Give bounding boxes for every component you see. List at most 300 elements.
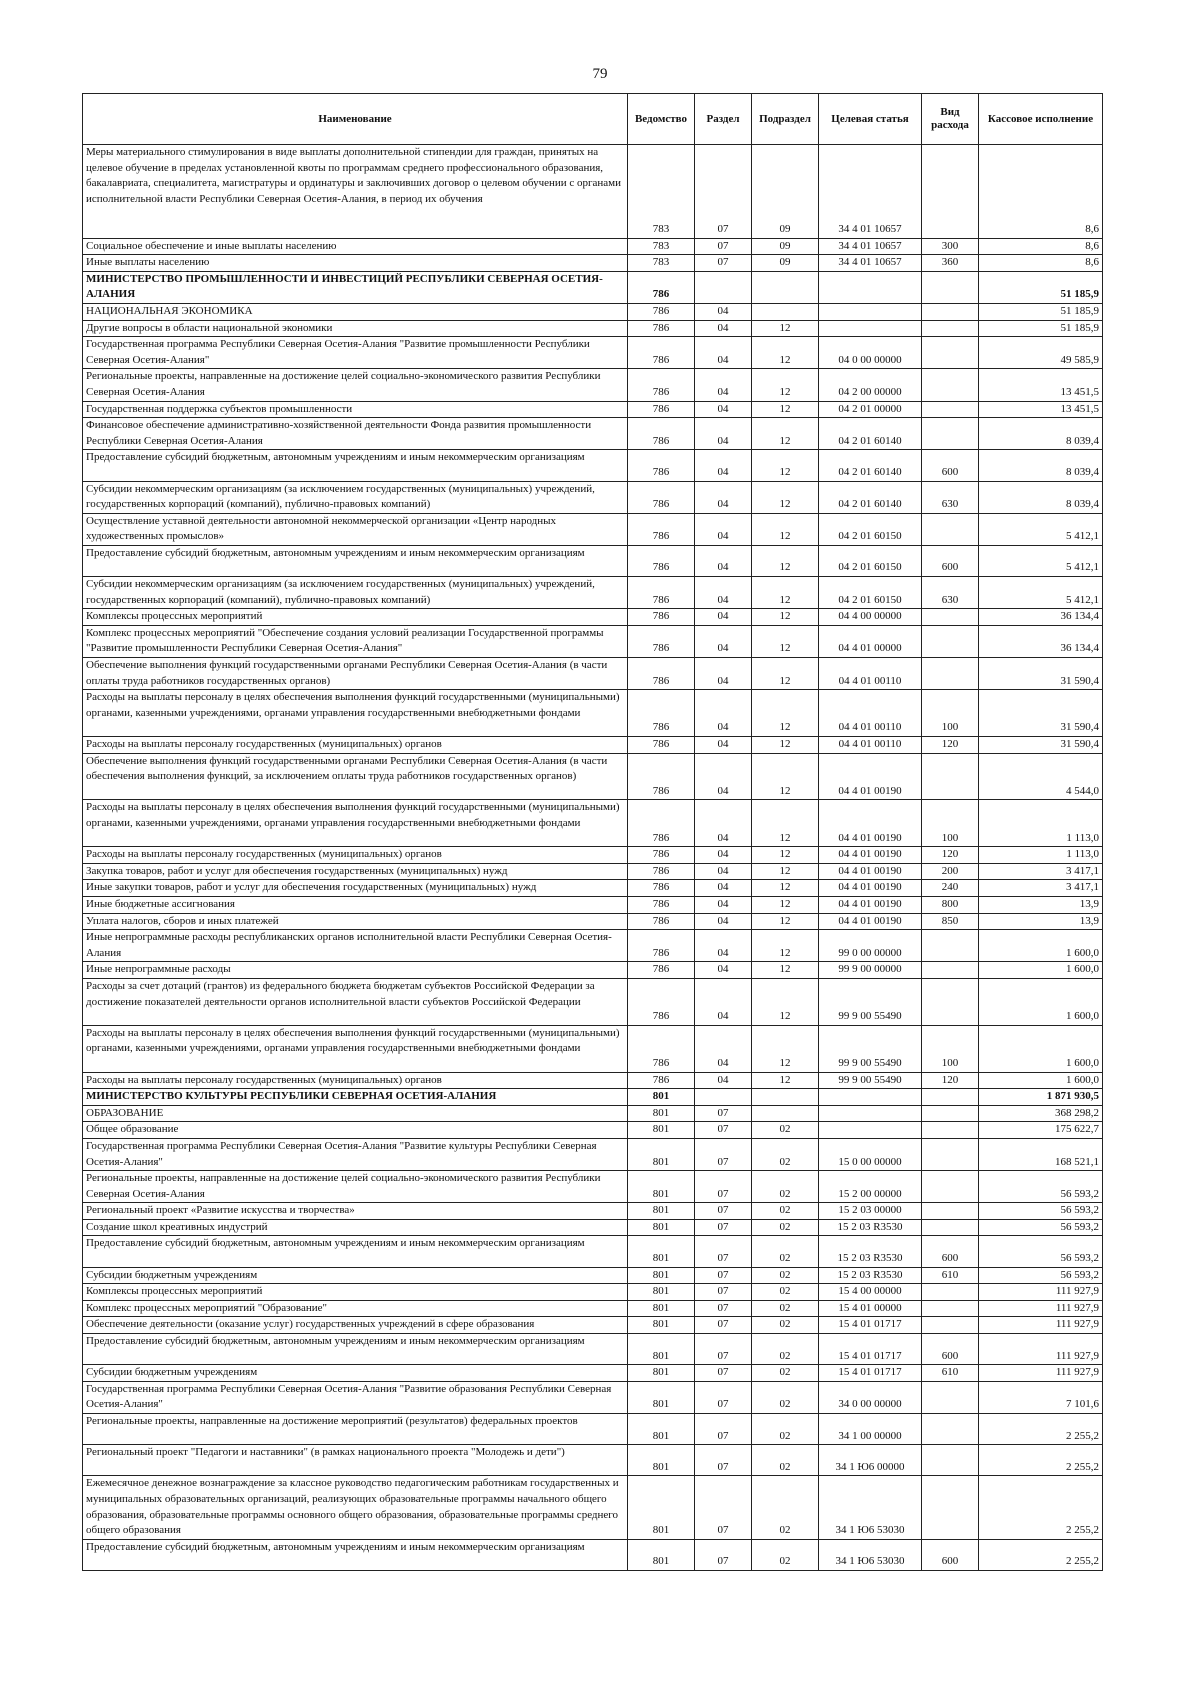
cell-expense-type: 600 [922, 1236, 979, 1267]
cell-subsection: 02 [752, 1267, 819, 1284]
cell-department: 801 [628, 1445, 695, 1476]
cell-target-item: 15 2 00 00000 [819, 1171, 922, 1203]
cell-department: 786 [628, 913, 695, 930]
table-row [83, 545, 1103, 576]
cell-target-item: 04 2 01 60150 [819, 577, 922, 609]
cell-expense-type [922, 1219, 979, 1236]
cell-subsection: 12 [752, 658, 819, 690]
cell-subsection: 12 [752, 847, 819, 864]
cell-cash-execution: 2 255,2 [979, 1445, 1103, 1476]
cell-section: 07 [695, 1300, 752, 1317]
cell-cash-execution: 13,9 [979, 896, 1103, 913]
cell-cash-execution: 5 412,1 [979, 513, 1103, 545]
cell-name: Региональные проекты, направленные на достижение мероприятий (результатов) федеральных проектов [83, 1414, 628, 1445]
cell-section: 04 [695, 800, 752, 847]
cell-target-item: 04 4 01 00110 [819, 737, 922, 754]
table-row [83, 1300, 1103, 1317]
cell-expense-type: 630 [922, 577, 979, 609]
cell-name: Региональные проекты, направленные на достижение целей социально-экономического развития Республики Северная Осетия-Алания [83, 1171, 628, 1203]
cell-department: 786 [628, 753, 695, 800]
cell-section: 07 [695, 1203, 752, 1220]
cell-department: 783 [628, 238, 695, 255]
table-row [83, 1365, 1103, 1382]
cell-expense-type [922, 320, 979, 337]
cell-cash-execution: 49 585,9 [979, 337, 1103, 369]
cell-section: 04 [695, 658, 752, 690]
table-row [83, 896, 1103, 913]
cell-department: 801 [628, 1105, 695, 1122]
cell-subsection: 02 [752, 1334, 819, 1365]
cell-subsection: 02 [752, 1284, 819, 1301]
cell-target-item: 04 2 01 60140 [819, 450, 922, 481]
cell-target-item: 34 4 01 10657 [819, 145, 922, 239]
cell-department: 786 [628, 271, 695, 303]
cell-subsection: 12 [752, 337, 819, 369]
cell-cash-execution: 8 039,4 [979, 481, 1103, 513]
cell-expense-type: 610 [922, 1267, 979, 1284]
cell-section: 07 [695, 1138, 752, 1170]
table-row [83, 913, 1103, 930]
cell-department: 786 [628, 481, 695, 513]
cell-target-item: 04 4 01 00190 [819, 913, 922, 930]
cell-cash-execution: 8 039,4 [979, 418, 1103, 450]
table-row [83, 1381, 1103, 1413]
cell-section: 07 [695, 1365, 752, 1382]
table-row [83, 401, 1103, 418]
cell-subsection: 12 [752, 800, 819, 847]
cell-section: 07 [695, 1445, 752, 1476]
cell-subsection [752, 303, 819, 320]
cell-department: 801 [628, 1300, 695, 1317]
cell-department: 801 [628, 1203, 695, 1220]
cell-subsection: 02 [752, 1317, 819, 1334]
cell-cash-execution: 2 255,2 [979, 1476, 1103, 1539]
cell-department: 786 [628, 1025, 695, 1072]
cell-name: Комплексы процессных мероприятий [83, 609, 628, 626]
cell-target-item: 04 2 01 60140 [819, 481, 922, 513]
cell-department: 786 [628, 690, 695, 737]
cell-target-item: 04 2 01 60150 [819, 513, 922, 545]
table-row [83, 1122, 1103, 1139]
cell-cash-execution: 8,6 [979, 145, 1103, 239]
cell-subsection: 12 [752, 863, 819, 880]
cell-section: 04 [695, 320, 752, 337]
cell-cash-execution: 1 113,0 [979, 847, 1103, 864]
cell-name: Региональный проект «Развитие искусства и творчества» [83, 1203, 628, 1220]
cell-cash-execution: 36 134,4 [979, 609, 1103, 626]
cell-expense-type [922, 145, 979, 239]
cell-department: 801 [628, 1317, 695, 1334]
table-row [83, 1284, 1103, 1301]
cell-department: 801 [628, 1476, 695, 1539]
cell-target-item: 15 4 01 01717 [819, 1365, 922, 1382]
cell-department: 801 [628, 1267, 695, 1284]
header-expense-type: Вид расхода [922, 94, 979, 145]
cell-expense-type: 100 [922, 800, 979, 847]
cell-target-item: 15 0 00 00000 [819, 1138, 922, 1170]
cell-subsection: 12 [752, 577, 819, 609]
cell-section: 07 [695, 1414, 752, 1445]
cell-expense-type: 100 [922, 1025, 979, 1072]
cell-section: 07 [695, 1267, 752, 1284]
cell-expense-type: 300 [922, 238, 979, 255]
table-row [83, 1317, 1103, 1334]
cell-expense-type: 600 [922, 545, 979, 576]
table-row [83, 625, 1103, 657]
cell-department: 786 [628, 880, 695, 897]
cell-cash-execution: 51 185,9 [979, 303, 1103, 320]
cell-target-item [819, 271, 922, 303]
cell-section: 04 [695, 1072, 752, 1089]
cell-subsection: 12 [752, 880, 819, 897]
cell-cash-execution: 13 451,5 [979, 401, 1103, 418]
cell-cash-execution: 175 622,7 [979, 1122, 1103, 1139]
cell-expense-type [922, 962, 979, 979]
cell-department: 786 [628, 658, 695, 690]
cell-expense-type: 100 [922, 690, 979, 737]
cell-expense-type [922, 1414, 979, 1445]
cell-expense-type [922, 1445, 979, 1476]
table-header-row [83, 94, 1103, 145]
cell-target-item: 04 2 01 60140 [819, 418, 922, 450]
cell-cash-execution: 36 134,4 [979, 625, 1103, 657]
cell-target-item: 15 4 01 01717 [819, 1334, 922, 1365]
table-row [83, 238, 1103, 255]
cell-name: Предоставление субсидий бюджетным, автономным учреждениям и иным некоммерческим организациям [83, 1236, 628, 1267]
cell-subsection: 12 [752, 896, 819, 913]
cell-name: Расходы на выплаты персоналу в целях обеспечения выполнения функций государственными (муниципальными) органами, казенными учреждениями, органами управления государственными внебюджетными фондами [83, 1025, 628, 1072]
cell-expense-type: 240 [922, 880, 979, 897]
cell-target-item: 04 4 01 00110 [819, 690, 922, 737]
table-row [83, 1203, 1103, 1220]
cell-expense-type: 600 [922, 450, 979, 481]
cell-target-item: 15 2 03 00000 [819, 1203, 922, 1220]
cell-cash-execution: 56 593,2 [979, 1267, 1103, 1284]
table-row [83, 418, 1103, 450]
header-subsection: Подраздел [752, 94, 819, 145]
cell-name: Региональные проекты, направленные на достижение целей социально-экономического развития Республики Северная Осетия-Алания [83, 369, 628, 401]
cell-section: 04 [695, 609, 752, 626]
cell-cash-execution: 168 521,1 [979, 1138, 1103, 1170]
cell-name: Предоставление субсидий бюджетным, автономным учреждениям и иным некоммерческим организациям [83, 450, 628, 481]
table-row [83, 1089, 1103, 1106]
cell-target-item: 34 4 01 10657 [819, 255, 922, 272]
cell-subsection: 02 [752, 1122, 819, 1139]
table-row [83, 577, 1103, 609]
cell-target-item: 15 4 01 00000 [819, 1300, 922, 1317]
cell-section: 04 [695, 930, 752, 962]
cell-department: 786 [628, 369, 695, 401]
cell-department: 786 [628, 978, 695, 1025]
cell-target-item: 04 0 00 00000 [819, 337, 922, 369]
cell-expense-type [922, 978, 979, 1025]
header-department: Ведомство [628, 94, 695, 145]
cell-expense-type [922, 1122, 979, 1139]
table-row [83, 753, 1103, 800]
cell-section [695, 1089, 752, 1106]
cell-subsection: 02 [752, 1138, 819, 1170]
cell-department: 801 [628, 1171, 695, 1203]
cell-name: Создание школ креативных индустрий [83, 1219, 628, 1236]
cell-subsection [752, 271, 819, 303]
table-body [83, 145, 1103, 1571]
table-row [83, 320, 1103, 337]
cell-cash-execution: 31 590,4 [979, 737, 1103, 754]
cell-section: 04 [695, 337, 752, 369]
cell-target-item: 04 4 01 00190 [819, 863, 922, 880]
cell-expense-type: 600 [922, 1539, 979, 1570]
cell-subsection: 12 [752, 962, 819, 979]
cell-name: Обеспечение выполнения функций государственными органами Республики Северная Осетия-Алания (в части обеспечения выполнения функций, за исключением оплаты труда работников государственных органов) [83, 753, 628, 800]
cell-department: 801 [628, 1122, 695, 1139]
table-row [83, 962, 1103, 979]
cell-name: Осуществление уставной деятельности автономной некоммерческой организации «Центр народных художественных промыслов» [83, 513, 628, 545]
cell-subsection: 12 [752, 401, 819, 418]
cell-target-item: 04 4 01 00190 [819, 847, 922, 864]
cell-expense-type [922, 1284, 979, 1301]
cell-cash-execution: 4 544,0 [979, 753, 1103, 800]
cell-section: 07 [695, 238, 752, 255]
cell-cash-execution: 3 417,1 [979, 863, 1103, 880]
cell-department: 786 [628, 930, 695, 962]
cell-expense-type [922, 303, 979, 320]
cell-target-item: 99 0 00 00000 [819, 930, 922, 962]
cell-section: 07 [695, 1171, 752, 1203]
cell-target-item: 34 1 Ю6 53030 [819, 1476, 922, 1539]
cell-department: 786 [628, 450, 695, 481]
cell-subsection: 02 [752, 1203, 819, 1220]
cell-section: 04 [695, 753, 752, 800]
cell-name: Субсидии бюджетным учреждениям [83, 1365, 628, 1382]
cell-cash-execution: 1 600,0 [979, 978, 1103, 1025]
table-row [83, 880, 1103, 897]
cell-department: 786 [628, 401, 695, 418]
cell-name: Региональный проект "Педагоги и наставники" (в рамках национального проекта "Молодежь и дети") [83, 1445, 628, 1476]
cell-section: 07 [695, 1284, 752, 1301]
cell-department: 801 [628, 1138, 695, 1170]
table-row [83, 1334, 1103, 1365]
cell-name: Иные непрограммные расходы республиканских органов исполнительной власти Республики Северная Осетия-Алания [83, 930, 628, 962]
cell-section: 04 [695, 450, 752, 481]
table-row [83, 255, 1103, 272]
cell-subsection: 09 [752, 238, 819, 255]
table-row [83, 303, 1103, 320]
cell-expense-type [922, 1203, 979, 1220]
cell-subsection: 02 [752, 1300, 819, 1317]
cell-expense-type [922, 1105, 979, 1122]
cell-target-item: 99 9 00 55490 [819, 1072, 922, 1089]
cell-name: Социальное обеспечение и иные выплаты населению [83, 238, 628, 255]
cell-name: Финансовое обеспечение административно-хозяйственной деятельности Фонда развития промышленности Республики Северная Осетия-Алания [83, 418, 628, 450]
cell-target-item: 04 4 01 00190 [819, 753, 922, 800]
cell-subsection: 12 [752, 320, 819, 337]
cell-section: 04 [695, 401, 752, 418]
cell-name: Меры материального стимулирования в виде выплаты дополнительной стипендии для граждан, принятых на целевое обучение в пределах установленной квоты по программам среднего профессионального образования, бакалавриата, специалитета, магистратуры и ординатуры и заключивших договор о целевом обучении с органами исполнительной власти Республики Северная Осетия-Алания, в период их обучения [83, 145, 628, 239]
cell-subsection [752, 1089, 819, 1106]
cell-department: 786 [628, 337, 695, 369]
cell-name: Расходы на выплаты персоналу государственных (муниципальных) органов [83, 737, 628, 754]
table-row [83, 690, 1103, 737]
table-row [83, 978, 1103, 1025]
cell-subsection: 02 [752, 1445, 819, 1476]
table-row [83, 1219, 1103, 1236]
cell-cash-execution: 5 412,1 [979, 577, 1103, 609]
cell-name: МИНИСТЕРСТВО ПРОМЫШЛЕННОСТИ И ИНВЕСТИЦИЙ РЕСПУБЛИКИ СЕВЕРНАЯ ОСЕТИЯ-АЛАНИЯ [83, 271, 628, 303]
table-row [83, 1025, 1103, 1072]
cell-department: 801 [628, 1284, 695, 1301]
cell-cash-execution: 7 101,6 [979, 1381, 1103, 1413]
cell-target-item: 34 1 Ю6 53030 [819, 1539, 922, 1570]
cell-section: 07 [695, 255, 752, 272]
cell-name: Иные бюджетные ассигнования [83, 896, 628, 913]
cell-target-item: 99 9 00 55490 [819, 978, 922, 1025]
cell-expense-type: 200 [922, 863, 979, 880]
cell-section: 04 [695, 847, 752, 864]
table-row [83, 271, 1103, 303]
cell-section: 07 [695, 1317, 752, 1334]
cell-subsection: 12 [752, 690, 819, 737]
cell-expense-type [922, 1138, 979, 1170]
table-row [83, 1072, 1103, 1089]
cell-target-item [819, 320, 922, 337]
cell-department: 786 [628, 545, 695, 576]
table-row [83, 337, 1103, 369]
cell-department: 786 [628, 863, 695, 880]
cell-subsection: 12 [752, 513, 819, 545]
table-row [83, 369, 1103, 401]
table-row [83, 1539, 1103, 1570]
cell-department: 786 [628, 577, 695, 609]
cell-cash-execution: 1 113,0 [979, 800, 1103, 847]
cell-cash-execution: 111 927,9 [979, 1334, 1103, 1365]
cell-section: 07 [695, 1219, 752, 1236]
cell-expense-type [922, 401, 979, 418]
cell-section: 07 [695, 1236, 752, 1267]
cell-subsection: 12 [752, 930, 819, 962]
table-row [83, 1236, 1103, 1267]
cell-section: 04 [695, 962, 752, 979]
cell-subsection: 12 [752, 481, 819, 513]
cell-section [695, 271, 752, 303]
cell-cash-execution: 1 600,0 [979, 1072, 1103, 1089]
cell-subsection: 12 [752, 978, 819, 1025]
cell-subsection: 12 [752, 737, 819, 754]
table-row [83, 609, 1103, 626]
cell-cash-execution: 8 039,4 [979, 450, 1103, 481]
cell-expense-type [922, 625, 979, 657]
header-name: Наименование [83, 94, 628, 145]
cell-expense-type: 610 [922, 1365, 979, 1382]
cell-name: Государственная программа Республики Северная Осетия-Алания "Развитие промышленности Республики Северная Осетия-Алания" [83, 337, 628, 369]
cell-name: Комплекс процессных мероприятий "Образование" [83, 1300, 628, 1317]
cell-name: Обеспечение выполнения функций государственными органами Республики Северная Осетия-Алания (в части оплаты труда работников государственных органов) [83, 658, 628, 690]
cell-expense-type: 600 [922, 1334, 979, 1365]
cell-target-item: 04 4 01 00000 [819, 625, 922, 657]
cell-target-item: 04 2 00 00000 [819, 369, 922, 401]
table-row [83, 1445, 1103, 1476]
cell-target-item: 04 2 01 60150 [819, 545, 922, 576]
cell-department: 786 [628, 625, 695, 657]
cell-cash-execution: 1 600,0 [979, 1025, 1103, 1072]
cell-subsection: 02 [752, 1171, 819, 1203]
cell-department: 801 [628, 1334, 695, 1365]
cell-section: 04 [695, 863, 752, 880]
cell-expense-type [922, 1381, 979, 1413]
cell-department: 801 [628, 1236, 695, 1267]
cell-expense-type: 630 [922, 481, 979, 513]
cell-subsection: 12 [752, 1072, 819, 1089]
cell-section: 04 [695, 481, 752, 513]
cell-name: Иные выплаты населению [83, 255, 628, 272]
cell-expense-type [922, 930, 979, 962]
cell-target-item: 15 2 03 R3530 [819, 1267, 922, 1284]
cell-expense-type [922, 1171, 979, 1203]
cell-section: 04 [695, 545, 752, 576]
cell-cash-execution: 2 255,2 [979, 1539, 1103, 1570]
table-row [83, 145, 1103, 239]
cell-department: 801 [628, 1219, 695, 1236]
cell-section: 04 [695, 418, 752, 450]
cell-target-item: 34 1 Ю6 00000 [819, 1445, 922, 1476]
table-row [83, 847, 1103, 864]
cell-department: 786 [628, 800, 695, 847]
cell-expense-type [922, 369, 979, 401]
cell-name: Комплекс процессных мероприятий "Обеспечение создания условий реализации Государственной программы "Развитие промышленности Республики Северная Осетия-Алания" [83, 625, 628, 657]
cell-cash-execution: 3 417,1 [979, 880, 1103, 897]
cell-expense-type [922, 1317, 979, 1334]
cell-department: 801 [628, 1089, 695, 1106]
cell-subsection: 02 [752, 1539, 819, 1570]
table-row [83, 1171, 1103, 1203]
cell-name: Уплата налогов, сборов и иных платежей [83, 913, 628, 930]
cell-cash-execution: 1 600,0 [979, 930, 1103, 962]
cell-expense-type: 360 [922, 255, 979, 272]
cell-target-item [819, 303, 922, 320]
cell-expense-type [922, 271, 979, 303]
cell-department: 801 [628, 1365, 695, 1382]
cell-section: 04 [695, 577, 752, 609]
header-section: Раздел [695, 94, 752, 145]
cell-cash-execution: 111 927,9 [979, 1284, 1103, 1301]
cell-name: Закупка товаров, работ и услуг для обеспечения государственных (муниципальных) нужд [83, 863, 628, 880]
cell-name: Иные закупки товаров, работ и услуг для обеспечения государственных (муниципальных) нужд [83, 880, 628, 897]
header-target-item: Целевая статья [819, 94, 922, 145]
cell-section: 04 [695, 737, 752, 754]
cell-name: Расходы на выплаты персоналу государственных (муниципальных) органов [83, 847, 628, 864]
table-row [83, 513, 1103, 545]
cell-name: Государственная поддержка субъектов промышленности [83, 401, 628, 418]
cell-subsection [752, 1105, 819, 1122]
cell-target-item: 34 1 00 00000 [819, 1414, 922, 1445]
cell-name: Государственная программа Республики Северная Осетия-Алания "Развитие культуры Республики Северная Осетия-Алания" [83, 1138, 628, 1170]
cell-department: 786 [628, 737, 695, 754]
cell-target-item [819, 1122, 922, 1139]
cell-name: Предоставление субсидий бюджетным, автономным учреждениям и иным некоммерческим организациям [83, 1539, 628, 1570]
cell-subsection: 12 [752, 913, 819, 930]
cell-expense-type [922, 609, 979, 626]
cell-department: 801 [628, 1539, 695, 1570]
cell-cash-execution: 31 590,4 [979, 690, 1103, 737]
cell-section: 07 [695, 145, 752, 239]
cell-name: Расходы за счет дотаций (грантов) из федерального бюджета бюджетам субъектов Российской Федерации за достижение показателей деятельности органов исполнительной власти субъектов Российской Федерации [83, 978, 628, 1025]
cell-expense-type [922, 418, 979, 450]
cell-subsection: 12 [752, 545, 819, 576]
cell-cash-execution: 31 590,4 [979, 658, 1103, 690]
table-row [83, 800, 1103, 847]
cell-expense-type [922, 1300, 979, 1317]
cell-target-item: 04 4 01 00190 [819, 800, 922, 847]
table-row [83, 1414, 1103, 1445]
